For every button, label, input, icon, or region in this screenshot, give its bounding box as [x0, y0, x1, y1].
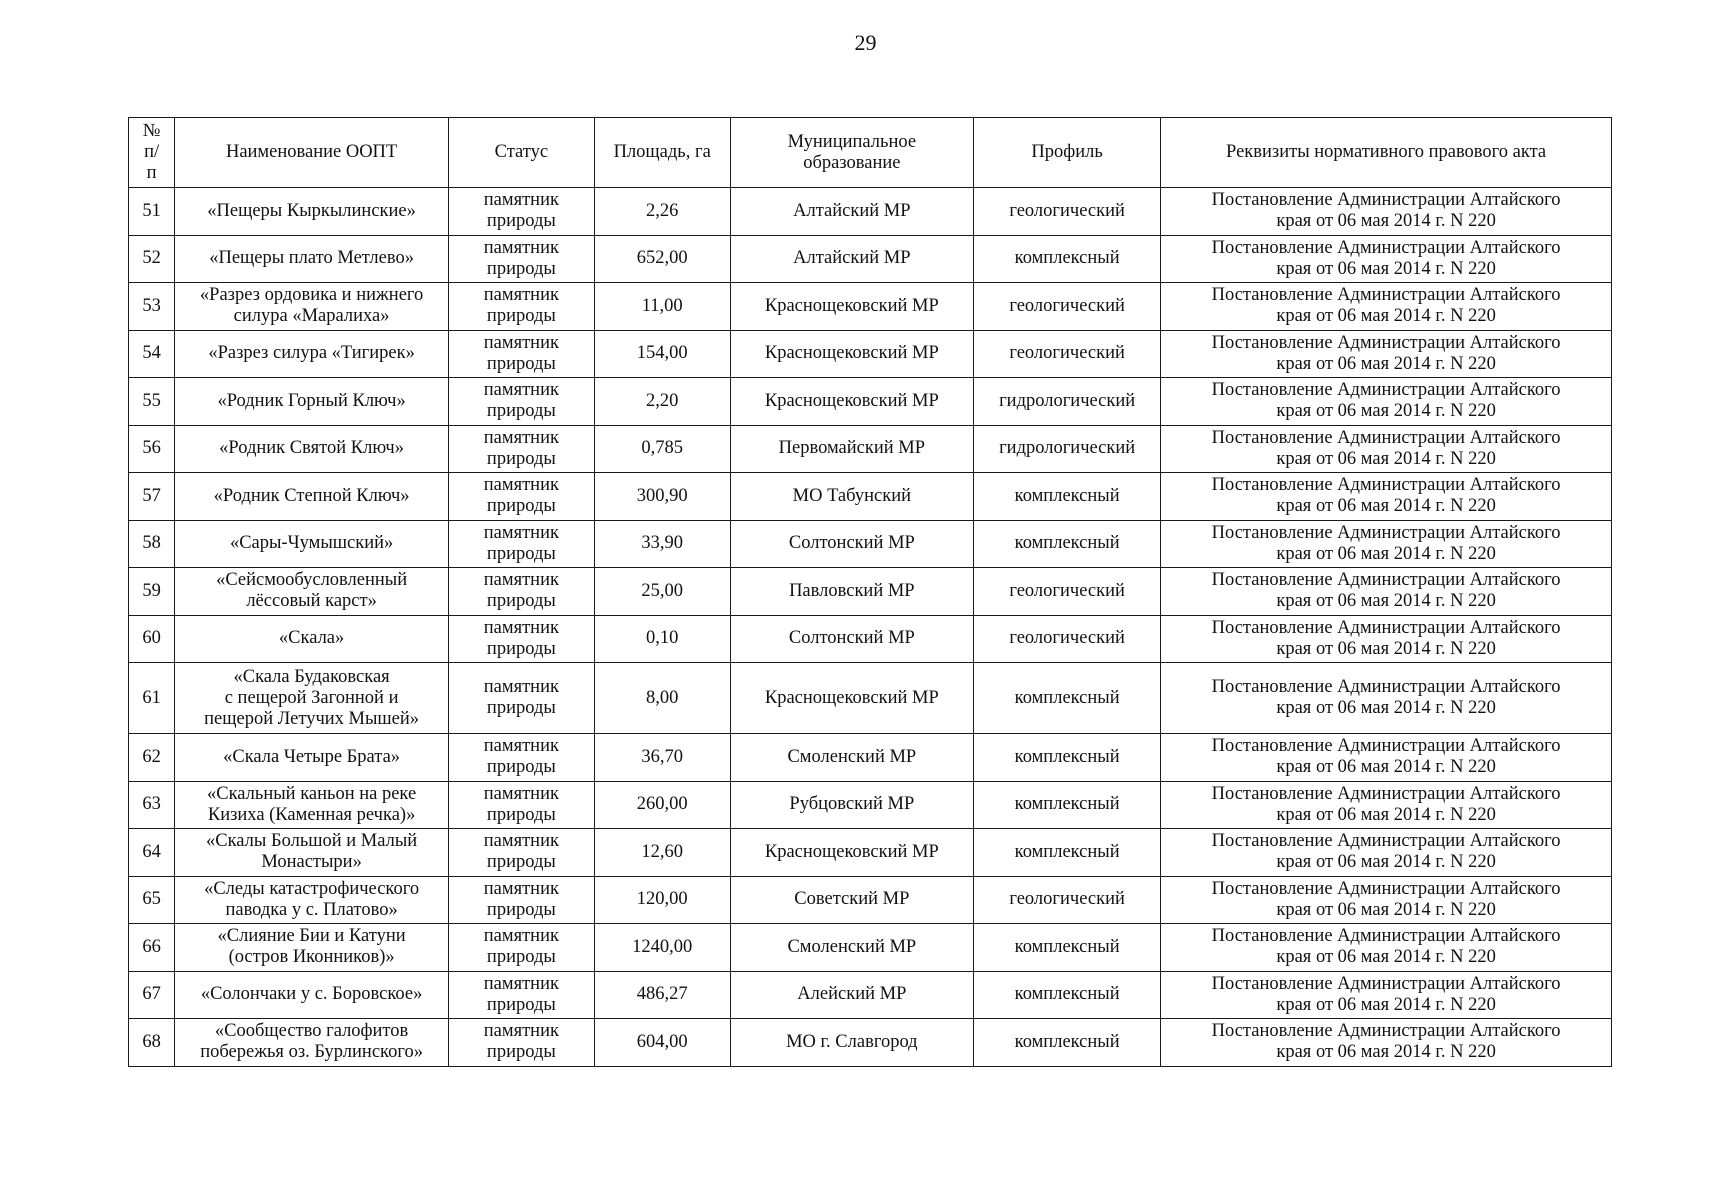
cell-act: Постановление Администрации Алтайского края от 06 мая 2014 г. N 220	[1161, 188, 1612, 236]
cell-status: памятник природы	[448, 971, 594, 1019]
cell-act: Постановление Администрации Алтайского края от 06 мая 2014 г. N 220	[1161, 473, 1612, 521]
cell-num: 52	[129, 235, 175, 283]
cell-status: памятник природы	[448, 734, 594, 782]
cell-area: 0,10	[594, 615, 730, 663]
table-row	[129, 330, 1612, 378]
cell-name: «Разрез ордовика и нижнего силура «Маралиха»	[175, 283, 449, 331]
cell-area: 25,00	[594, 568, 730, 616]
cell-municipality: Смоленский МР	[730, 734, 973, 782]
table-header	[129, 118, 1612, 188]
cell-num: 67	[129, 971, 175, 1019]
cell-area: 11,00	[594, 283, 730, 331]
cell-area: 300,90	[594, 473, 730, 521]
cell-profile: гидрологический	[974, 378, 1161, 426]
cell-status: памятник природы	[448, 829, 594, 877]
cell-num: 65	[129, 876, 175, 924]
cell-name: «Сейсмообусловленный лёссовый карст»	[175, 568, 449, 616]
cell-area: 154,00	[594, 330, 730, 378]
cell-num: 63	[129, 781, 175, 829]
cell-status: памятник природы	[448, 876, 594, 924]
cell-area: 120,00	[594, 876, 730, 924]
header-profile: Профиль	[974, 118, 1161, 188]
header-act: Реквизиты нормативного правового акта	[1161, 118, 1612, 188]
table-row	[129, 876, 1612, 924]
cell-municipality: Советский МР	[730, 876, 973, 924]
cell-name: «Пещеры Кыркылинские»	[175, 188, 449, 236]
cell-num: 58	[129, 520, 175, 568]
cell-profile: комплексный	[974, 235, 1161, 283]
cell-area: 652,00	[594, 235, 730, 283]
cell-profile: геологический	[974, 188, 1161, 236]
cell-num: 53	[129, 283, 175, 331]
cell-status: памятник природы	[448, 1019, 594, 1067]
cell-act: Постановление Администрации Алтайского края от 06 мая 2014 г. N 220	[1161, 781, 1612, 829]
cell-act: Постановление Администрации Алтайского края от 06 мая 2014 г. N 220	[1161, 876, 1612, 924]
cell-municipality: Краснощековский МР	[730, 330, 973, 378]
cell-profile: комплексный	[974, 663, 1161, 734]
cell-act: Постановление Администрации Алтайского края от 06 мая 2014 г. N 220	[1161, 235, 1612, 283]
cell-act: Постановление Администрации Алтайского края от 06 мая 2014 г. N 220	[1161, 663, 1612, 734]
cell-area: 36,70	[594, 734, 730, 782]
cell-profile: комплексный	[974, 1019, 1161, 1067]
cell-act: Постановление Администрации Алтайского края от 06 мая 2014 г. N 220	[1161, 378, 1612, 426]
cell-status: памятник природы	[448, 924, 594, 972]
cell-status: памятник природы	[448, 283, 594, 331]
cell-profile: геологический	[974, 876, 1161, 924]
header-status: Статус	[448, 118, 594, 188]
table-row	[129, 425, 1612, 473]
cell-act: Постановление Администрации Алтайского края от 06 мая 2014 г. N 220	[1161, 568, 1612, 616]
cell-area: 0,785	[594, 425, 730, 473]
cell-num: 51	[129, 188, 175, 236]
cell-act: Постановление Администрации Алтайского края от 06 мая 2014 г. N 220	[1161, 829, 1612, 877]
cell-status: памятник природы	[448, 330, 594, 378]
cell-status: памятник природы	[448, 781, 594, 829]
cell-status: памятник природы	[448, 615, 594, 663]
cell-status: памятник природы	[448, 235, 594, 283]
cell-profile: комплексный	[974, 734, 1161, 782]
cell-act: Постановление Администрации Алтайского края от 06 мая 2014 г. N 220	[1161, 330, 1612, 378]
cell-name: «Следы катастрофического паводка у с. Платово»	[175, 876, 449, 924]
cell-status: памятник природы	[448, 188, 594, 236]
cell-profile: комплексный	[974, 781, 1161, 829]
cell-profile: геологический	[974, 615, 1161, 663]
table-row	[129, 283, 1612, 331]
cell-name: «Солончаки у с. Боровское»	[175, 971, 449, 1019]
cell-name: «Скалы Большой и Малый Монастыри»	[175, 829, 449, 877]
protected-areas-table	[128, 117, 1612, 1067]
table-row	[129, 663, 1612, 734]
cell-act: Постановление Администрации Алтайского края от 06 мая 2014 г. N 220	[1161, 520, 1612, 568]
cell-municipality: Краснощековский МР	[730, 829, 973, 877]
cell-act: Постановление Администрации Алтайского края от 06 мая 2014 г. N 220	[1161, 425, 1612, 473]
cell-num: 64	[129, 829, 175, 877]
cell-name: «Родник Степной Ключ»	[175, 473, 449, 521]
cell-num: 62	[129, 734, 175, 782]
cell-profile: геологический	[974, 330, 1161, 378]
cell-name: «Родник Горный Ключ»	[175, 378, 449, 426]
cell-num: 56	[129, 425, 175, 473]
table-row	[129, 971, 1612, 1019]
table-row	[129, 781, 1612, 829]
cell-name: «Скала»	[175, 615, 449, 663]
cell-name: «Сары-Чумышский»	[175, 520, 449, 568]
cell-name: «Скала Будаковская с пещерой Загонной и пещерой Летучих Мышей»	[175, 663, 449, 734]
cell-profile: комплексный	[974, 971, 1161, 1019]
cell-area: 2,20	[594, 378, 730, 426]
table-row	[129, 188, 1612, 236]
cell-num: 66	[129, 924, 175, 972]
cell-profile: геологический	[974, 283, 1161, 331]
cell-municipality: Алтайский МР	[730, 235, 973, 283]
cell-num: 61	[129, 663, 175, 734]
table-row	[129, 829, 1612, 877]
table-row	[129, 378, 1612, 426]
table-row	[129, 235, 1612, 283]
cell-municipality: МО г. Славгород	[730, 1019, 973, 1067]
cell-municipality: Смоленский МР	[730, 924, 973, 972]
cell-municipality: Солтонский МР	[730, 615, 973, 663]
cell-num: 68	[129, 1019, 175, 1067]
cell-profile: комплексный	[974, 520, 1161, 568]
cell-num: 60	[129, 615, 175, 663]
cell-municipality: Первомайский МР	[730, 425, 973, 473]
cell-name: «Родник Святой Ключ»	[175, 425, 449, 473]
header-municipality: Муниципальное образование	[730, 118, 973, 188]
cell-status: памятник природы	[448, 425, 594, 473]
cell-municipality: Алейский МР	[730, 971, 973, 1019]
cell-profile: комплексный	[974, 829, 1161, 877]
cell-status: памятник природы	[448, 473, 594, 521]
table-row	[129, 615, 1612, 663]
table-row	[129, 734, 1612, 782]
cell-name: «Сообщество галофитов побережья оз. Бурлинского»	[175, 1019, 449, 1067]
cell-status: памятник природы	[448, 520, 594, 568]
cell-profile: комплексный	[974, 924, 1161, 972]
table-row	[129, 568, 1612, 616]
cell-act: Постановление Администрации Алтайского края от 06 мая 2014 г. N 220	[1161, 734, 1612, 782]
header-num: № п/ п	[129, 118, 175, 188]
cell-num: 57	[129, 473, 175, 521]
cell-status: памятник природы	[448, 568, 594, 616]
cell-area: 8,00	[594, 663, 730, 734]
cell-municipality: Павловский МР	[730, 568, 973, 616]
cell-profile: комплексный	[974, 473, 1161, 521]
table-row	[129, 520, 1612, 568]
cell-name: «Скальный каньон на реке Кизиха (Каменная речка)»	[175, 781, 449, 829]
cell-name: «Слияние Бии и Катуни (остров Иконников)»	[175, 924, 449, 972]
cell-area: 260,00	[594, 781, 730, 829]
page-number: 29	[854, 30, 877, 55]
cell-municipality: МО Табунский	[730, 473, 973, 521]
cell-act: Постановление Администрации Алтайского края от 06 мая 2014 г. N 220	[1161, 615, 1612, 663]
header-row	[129, 118, 1612, 188]
header-name: Наименование ООПТ	[175, 118, 449, 188]
cell-num: 54	[129, 330, 175, 378]
cell-area: 486,27	[594, 971, 730, 1019]
cell-act: Постановление Администрации Алтайского края от 06 мая 2014 г. N 220	[1161, 924, 1612, 972]
cell-name: «Разрез силура «Тигирек»	[175, 330, 449, 378]
cell-municipality: Краснощековский МР	[730, 378, 973, 426]
cell-area: 12,60	[594, 829, 730, 877]
cell-act: Постановление Администрации Алтайского края от 06 мая 2014 г. N 220	[1161, 1019, 1612, 1067]
cell-profile: гидрологический	[974, 425, 1161, 473]
table-row	[129, 1019, 1612, 1067]
cell-municipality: Рубцовский МР	[730, 781, 973, 829]
cell-municipality: Солтонский МР	[730, 520, 973, 568]
cell-municipality: Краснощековский МР	[730, 283, 973, 331]
header-area: Площадь, га	[594, 118, 730, 188]
cell-area: 604,00	[594, 1019, 730, 1067]
cell-area: 2,26	[594, 188, 730, 236]
cell-num: 59	[129, 568, 175, 616]
cell-area: 1240,00	[594, 924, 730, 972]
cell-municipality: Алтайский МР	[730, 188, 973, 236]
table-body	[129, 188, 1612, 1067]
cell-act: Постановление Администрации Алтайского края от 06 мая 2014 г. N 220	[1161, 283, 1612, 331]
cell-name: «Скала Четыре Брата»	[175, 734, 449, 782]
cell-status: памятник природы	[448, 378, 594, 426]
cell-num: 55	[129, 378, 175, 426]
cell-municipality: Краснощековский МР	[730, 663, 973, 734]
cell-name: «Пещеры плато Метлево»	[175, 235, 449, 283]
cell-act: Постановление Администрации Алтайского края от 06 мая 2014 г. N 220	[1161, 971, 1612, 1019]
cell-area: 33,90	[594, 520, 730, 568]
table-row	[129, 924, 1612, 972]
cell-profile: геологический	[974, 568, 1161, 616]
cell-status: памятник природы	[448, 663, 594, 734]
table-row	[129, 473, 1612, 521]
